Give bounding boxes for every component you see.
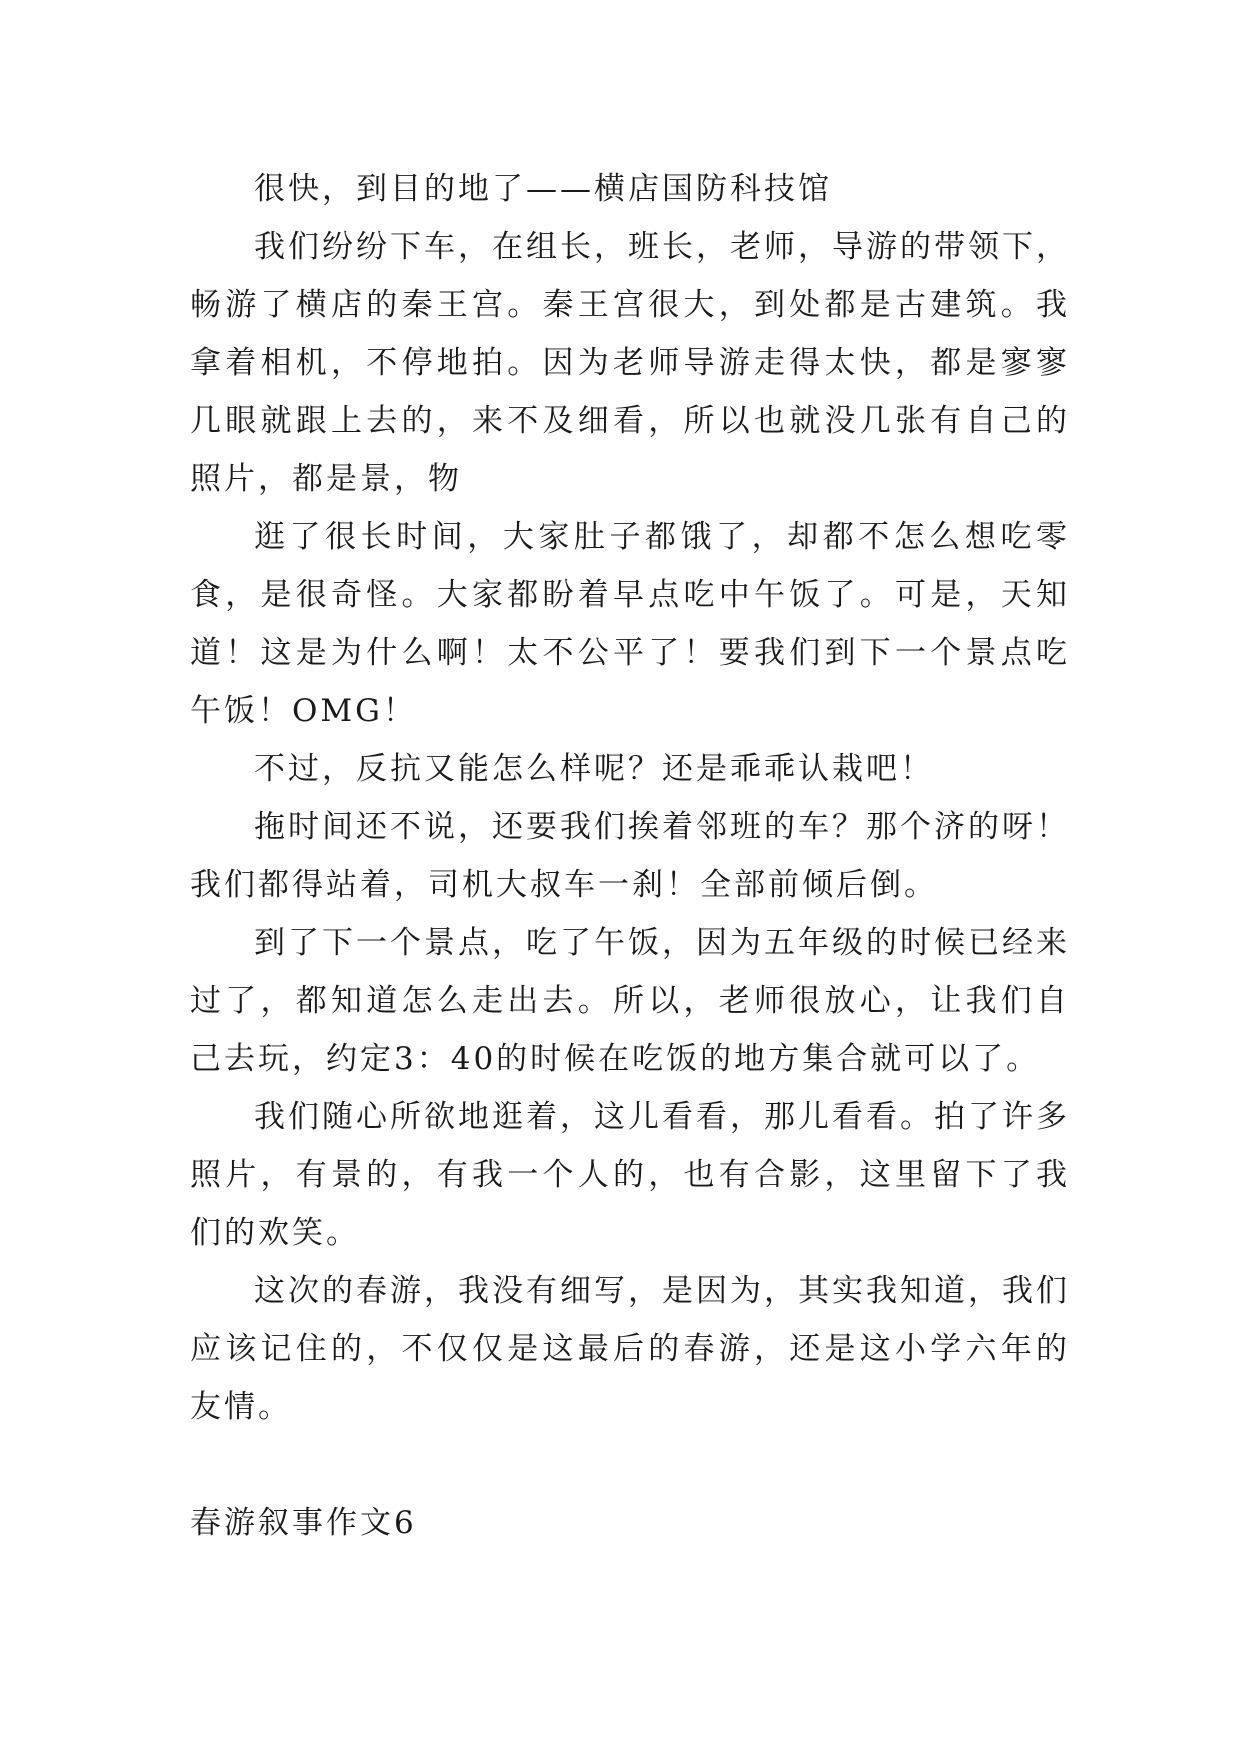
- paragraph-qin-palace: 我们纷纷下车，在组长，班长，老师，导游的带领下，畅游了横店的秦王宫。秦王宫很大，到处都是古建筑。我拿着相机，不停地拍。因为老师导游走得太快，都是寥寥几眼就跟上去的，来不及细看，所以也就没几张有自己的照片，都是景，物: [190, 229, 1070, 497]
- document-body: [190, 160, 1070, 1552]
- paragraph-photos: 我们随心所欲地逛着，这儿看看，那儿看看。拍了许多照片，有景的，有我一个人的，也有合影，这里留下了我们的欢笑。: [190, 1099, 1070, 1251]
- paragraph-hungry: 逛了很长时间，大家肚子都饿了，却都不怎么想吃零食，是很奇怪。大家都盼着早点吃中午饭了。可是，天知道！这是为什么啊！太不公平了！要我们到下一个景点吃午饭！OMG！: [190, 519, 1070, 729]
- section-heading: 春游叙事作文6: [190, 1505, 417, 1541]
- paragraph-conclusion: 这次的春游，我没有细写，是因为，其实我知道，我们应该记住的，不仅仅是这最后的春游，还是这小学六年的友情。: [190, 1273, 1070, 1425]
- section-gap: [190, 1436, 1070, 1494]
- paragraph-next-spot: 到了下一个景点，吃了午饭，因为五年级的时候已经来过了，都知道怎么走出去。所以，老师很放心，让我们自己去玩，约定3：40的时候在吃饭的地方集合就可以了。: [190, 925, 1070, 1077]
- paragraph-crowded-bus: 拖时间还不说，还要我们挨着邻班的车？那个济的呀！我们都得站着，司机大叔车一刹！全部前倾后倒。: [190, 809, 1070, 903]
- paragraph-arrival: 很快，到目的地了——横店国防科技馆: [254, 171, 832, 207]
- paragraph-accept: 不过，反抗又能怎么样呢？还是乖乖认栽吧！: [254, 751, 934, 787]
